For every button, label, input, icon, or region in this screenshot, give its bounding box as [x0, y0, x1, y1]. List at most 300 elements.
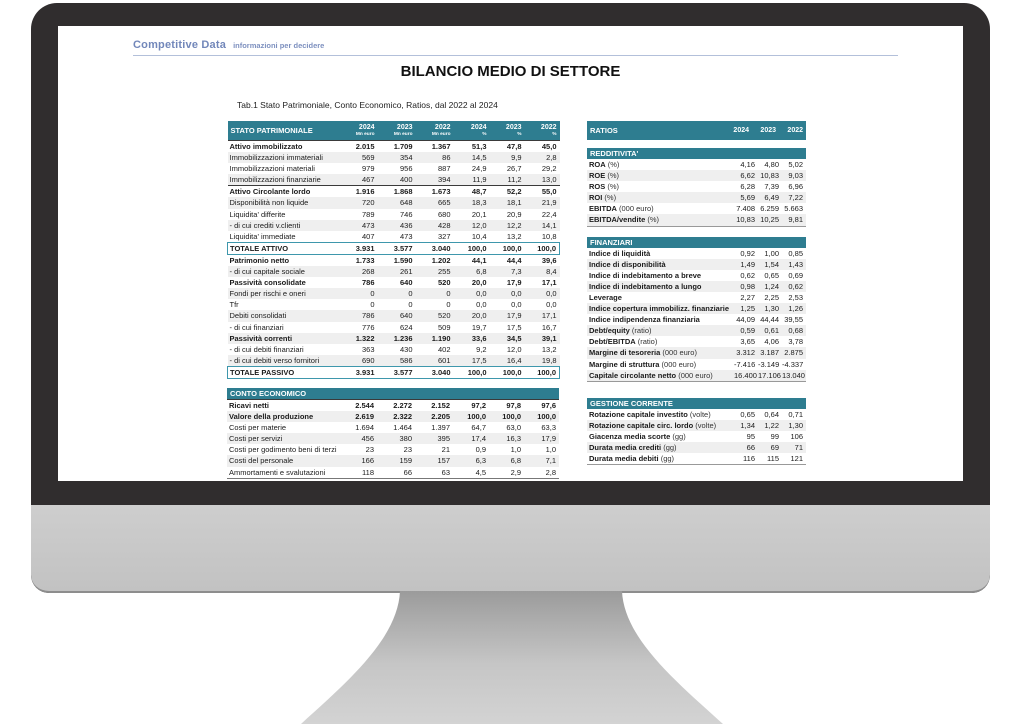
cell-value: 100,0	[454, 242, 490, 254]
cell-value: 44,09	[736, 315, 755, 325]
section-title: REDDITIVITA'	[587, 148, 806, 159]
cell-value: 34,5	[490, 333, 525, 344]
row-label	[587, 409, 734, 420]
cell-value: 1,49	[734, 259, 758, 270]
cell-value: 97,2	[453, 400, 489, 412]
row-label: TOTALE ATTIVO	[228, 242, 340, 254]
cell-value: 16.400	[734, 370, 757, 380]
row-label: Passività consolidate	[229, 278, 306, 288]
row-label: Fondi per rischi e oneri	[228, 288, 340, 299]
ratio-name: ROS	[589, 182, 606, 192]
cell-value: 12,0	[506, 344, 522, 354]
header-row	[228, 121, 560, 141]
row-label	[587, 192, 734, 203]
table-row	[587, 292, 806, 303]
ratio-name: Durata media debiti	[589, 454, 659, 464]
row-label	[587, 325, 734, 336]
row-label: Debiti consolidati	[228, 310, 340, 321]
stato-patrimoniale	[227, 121, 560, 379]
cell-value: 24,9	[471, 164, 487, 174]
cell-value: 0,98	[734, 281, 758, 292]
row-label: Costi del personale	[227, 455, 339, 466]
ratios-header	[587, 121, 806, 140]
row-label	[587, 270, 734, 281]
cell-value: 0,71	[788, 409, 803, 419]
cell-value: 9,9	[490, 152, 525, 163]
table-body	[587, 409, 806, 465]
cell-value: 1.709	[378, 141, 416, 153]
cell-value: 63,0	[506, 423, 521, 433]
unit-label: %	[552, 131, 557, 137]
ratio-unit: (000 euro)	[676, 370, 713, 380]
ratios-table	[587, 409, 806, 465]
cell-value: 64,7	[471, 423, 486, 433]
table-row	[227, 433, 559, 444]
row-label	[587, 281, 734, 292]
ratio-unit: (volte)	[687, 409, 711, 419]
cell-value: 100,0	[454, 366, 490, 378]
row-label: Liquidita' immediate	[229, 231, 296, 241]
cell-value: 7,39	[764, 182, 779, 192]
unit-label: Mn euro	[393, 131, 413, 137]
cell-value: 0,64	[764, 409, 779, 419]
row-label	[587, 370, 734, 382]
table-row	[587, 281, 806, 292]
cell-value: 3.931	[340, 366, 378, 378]
cell-value: 17,9	[490, 310, 525, 321]
ratio-unit: (gg)	[658, 454, 675, 464]
cell-value: 0	[340, 288, 378, 299]
ratio-unit: (%)	[605, 160, 620, 169]
table-row	[227, 455, 559, 466]
cell-value: 95	[746, 431, 755, 441]
table-row	[228, 231, 560, 243]
cell-value: 9,03	[782, 170, 806, 181]
cell-value: 20,0	[454, 310, 490, 321]
row-label: TOTALE PASSIVO	[228, 366, 340, 378]
cell-value: 1,0	[510, 445, 521, 455]
conto-economico	[227, 399, 559, 479]
cell-value: 1.202	[431, 255, 451, 265]
table-row	[228, 254, 560, 266]
row-label	[587, 453, 734, 465]
table-row	[587, 409, 806, 420]
cell-value: 0,0	[511, 300, 522, 310]
ratio-unit: (gg)	[670, 431, 686, 441]
cell-value: 0,9	[475, 445, 486, 455]
ratio-name: Capitale circolante netto	[589, 370, 677, 380]
cell-value: 106	[790, 431, 803, 441]
year-column-header	[416, 121, 454, 141]
cell-value: 13.040	[782, 370, 805, 380]
cell-value: 99	[770, 431, 779, 441]
cell-value: 12,2	[490, 220, 525, 231]
cell-value: 786	[361, 278, 375, 288]
ratio-unit: (%)	[645, 215, 660, 225]
cell-value: 97,6	[524, 400, 559, 412]
cell-value: 23	[365, 445, 374, 455]
cell-value: 2.152	[415, 400, 453, 412]
cell-value: 1.464	[393, 423, 412, 433]
row-label	[587, 181, 734, 192]
cell-value: 394	[416, 174, 454, 186]
table-row	[227, 467, 559, 479]
row-label: Costi per servizi	[227, 433, 339, 444]
row-label: - di cui finanziari	[229, 322, 284, 332]
cell-value: 407	[361, 231, 375, 241]
cell-value: 979	[361, 164, 375, 174]
cell-value: 624	[399, 322, 413, 332]
row-label: Patrimonio netto	[229, 255, 290, 265]
cell-value: 100,0	[490, 366, 525, 378]
table-row	[228, 355, 560, 367]
cell-value: 1.673	[416, 186, 454, 198]
cell-value: 0,62	[740, 270, 755, 280]
screen	[58, 26, 963, 481]
table-body	[227, 400, 559, 479]
table-row	[587, 325, 806, 336]
cell-value: 0,69	[788, 270, 803, 280]
logo	[133, 35, 324, 53]
year-column-header	[490, 121, 525, 141]
row-label: Immobilizzazioni materiali	[229, 164, 315, 174]
ratio-unit: (gg)	[661, 442, 677, 452]
ratio-name: Margine di struttura	[589, 359, 660, 369]
cell-value: 20,1	[471, 209, 487, 219]
table-row	[228, 266, 560, 277]
table-row	[227, 411, 559, 422]
table-row	[587, 270, 806, 281]
cell-value: 63,3	[541, 423, 556, 433]
table-row	[228, 322, 560, 333]
cell-value: 380	[377, 433, 415, 444]
cell-value: 9,81	[782, 214, 806, 226]
cell-value: 12,0	[454, 220, 490, 231]
table-row	[228, 209, 560, 220]
table-caption: Tab.1 Stato Patrimoniale, Conto Economico, Ratios, dal 2022 al 2024	[237, 100, 498, 110]
table-body	[587, 248, 806, 382]
table-row	[228, 242, 560, 254]
cell-value: 100,0	[453, 411, 489, 422]
cell-value: 39,55	[784, 315, 803, 325]
cell-value: 100,0	[525, 366, 560, 378]
table-row	[587, 248, 806, 259]
cell-value: 665	[416, 197, 454, 208]
ratio-unit: (%)	[605, 182, 620, 192]
table-row	[228, 174, 560, 186]
ratio-name: Debt/equity	[589, 326, 630, 336]
table-body	[228, 141, 560, 379]
row-label: Immobilizzazioni immateriali	[228, 152, 340, 163]
cell-value: 17,5	[506, 322, 522, 332]
cell-value: 14,1	[525, 220, 560, 231]
cell-value: 363	[361, 344, 375, 354]
cell-value: 13,2	[541, 344, 557, 354]
unit-label: %	[517, 131, 522, 137]
table-row	[587, 259, 806, 270]
cell-value: 720	[340, 197, 378, 208]
table-row	[587, 170, 806, 181]
cell-value: 640	[399, 278, 413, 288]
unit-label: %	[482, 131, 487, 137]
ratio-name: ROE	[589, 171, 606, 181]
ratio-name: EBITDA/vendite	[589, 215, 646, 225]
cell-value: 1,54	[758, 259, 782, 270]
cell-value: 7.408	[736, 204, 755, 214]
cell-value: 7,1	[524, 455, 559, 466]
cell-value: 395	[415, 433, 453, 444]
ratio-name: Indice copertura immobilizz. finanziarie	[589, 304, 730, 314]
year-label: 2024	[733, 127, 749, 134]
table-row	[587, 453, 806, 465]
monitor-chin	[31, 505, 990, 593]
table-row	[587, 214, 806, 226]
cell-value: 2.272	[377, 400, 415, 412]
cell-value: 0,59	[734, 325, 758, 336]
row-label: - di cui crediti v.clienti	[228, 220, 340, 231]
cell-value: 16,7	[541, 322, 557, 332]
cell-value: 33,6	[454, 333, 490, 344]
cell-value: 436	[378, 220, 416, 231]
year-column-header	[525, 121, 560, 141]
cell-value: 2.544	[339, 400, 377, 412]
cell-value: 100,0	[490, 242, 525, 254]
ratios-section	[587, 237, 806, 382]
cell-value: 18,3	[454, 197, 490, 208]
table-row	[587, 431, 806, 442]
row-label: Passività correnti	[228, 333, 340, 344]
row-label: Ammortamenti e svalutazioni	[229, 467, 326, 477]
cell-value: 47,8	[490, 141, 525, 153]
ratio-name: Debt/EBITDA	[589, 337, 636, 347]
table-row	[228, 299, 560, 310]
cell-value: 402	[437, 344, 451, 354]
row-label	[587, 314, 734, 325]
conto-economico-table	[227, 388, 559, 479]
cell-value: 1.236	[378, 333, 416, 344]
year-label: 2023	[760, 127, 776, 134]
table-body	[587, 159, 806, 226]
cell-value: 3.577	[378, 366, 416, 378]
cell-value: 13,2	[506, 231, 522, 241]
cell-value: 509	[437, 322, 451, 332]
monitor-frame	[31, 3, 990, 593]
cell-value: 3.931	[340, 242, 378, 254]
ratio-unit: (%)	[605, 171, 620, 181]
row-label: Disponibilità non liquide	[228, 197, 340, 208]
cell-value: 17,9	[506, 278, 522, 288]
cell-value: 2,8	[545, 467, 556, 477]
cell-value: 473	[340, 220, 378, 231]
cell-value: 17,1	[525, 310, 560, 321]
row-label	[587, 442, 734, 453]
ratio-name: Indice di indebitamento a breve	[589, 270, 702, 280]
cell-value: 116	[743, 454, 755, 464]
row-label	[587, 248, 734, 259]
cell-value: 1.397	[431, 423, 450, 433]
cell-value: 520	[437, 278, 451, 288]
unit-label: Mn euro	[431, 131, 451, 137]
cell-value: 0,62	[782, 281, 806, 292]
cell-value: 2,25	[764, 292, 779, 302]
cell-value: 3.312	[734, 347, 758, 358]
cell-value: 956	[399, 164, 413, 174]
cell-value: 430	[399, 344, 413, 354]
cell-value: 0,61	[758, 325, 782, 336]
table-row	[228, 141, 560, 153]
cell-value: 428	[416, 220, 454, 231]
cell-value: 2,8	[525, 152, 560, 163]
cell-value: 2.015	[340, 141, 378, 153]
cell-value: 45,0	[525, 141, 560, 153]
row-label: Attivo immobilizzato	[228, 141, 340, 153]
ratio-name: EBITDA	[589, 204, 617, 214]
row-label	[587, 347, 734, 358]
row-label: Costi per materie	[229, 423, 287, 433]
cell-value: 6,28	[740, 182, 755, 192]
table-row	[228, 277, 560, 288]
cell-value: 0,65	[740, 409, 755, 419]
cell-value: 786	[340, 310, 378, 321]
cell-value: 354	[378, 152, 416, 163]
cell-value: 39,6	[541, 255, 557, 265]
cell-value: 19,8	[525, 355, 560, 367]
row-label	[587, 359, 734, 370]
row-label: Liquidita' differite	[229, 209, 286, 219]
logo-brand: Competitive Data	[133, 39, 227, 51]
cell-value: 0,0	[454, 288, 490, 299]
cell-value: 520	[416, 310, 454, 321]
table-row	[587, 442, 806, 453]
row-label	[587, 170, 734, 181]
cell-value: 0,0	[490, 288, 525, 299]
cell-value: 29,2	[541, 164, 557, 174]
cell-value: 115	[767, 454, 779, 464]
cell-value: 66	[734, 442, 758, 453]
cell-value: 1,25	[734, 303, 758, 314]
section-title: GESTIONE CORRENTE	[587, 398, 806, 409]
cell-value: 10,25	[758, 214, 782, 226]
cell-value: 2.205	[415, 411, 453, 422]
cell-value: 5,02	[788, 160, 803, 169]
cell-value: 0	[370, 300, 375, 310]
cell-value: 44,4	[506, 255, 522, 265]
table-row	[227, 422, 559, 433]
section-title: FINANZIARI	[587, 237, 806, 248]
ratio-unit: (000 euro)	[659, 359, 697, 369]
ratio-name: Margine di tesoreria	[589, 348, 661, 358]
table-row	[587, 314, 806, 325]
table-row	[587, 420, 806, 431]
table-row	[587, 347, 806, 358]
cell-value: 16,4	[490, 355, 525, 367]
cell-value: 789	[361, 209, 375, 219]
row-label: - di cui capitale sociale	[228, 266, 340, 277]
table-header	[228, 121, 560, 141]
cell-value: 4,16	[740, 160, 755, 169]
cell-value: 2.619	[339, 411, 377, 422]
year-label: 2022	[540, 123, 557, 131]
cell-value: 3.187	[758, 347, 782, 358]
cell-value: 1.322	[340, 333, 378, 344]
cell-value: -7.416	[734, 359, 756, 369]
cell-value: 1.916	[340, 186, 378, 198]
cell-value: 1,26	[782, 303, 806, 314]
cell-value: 7,3	[490, 266, 525, 277]
section-title: STATO PATRIMONIALE	[228, 121, 340, 141]
cell-value: 17,1	[541, 278, 557, 288]
year-label: 2023	[505, 123, 522, 131]
cell-value: 3.040	[416, 242, 454, 254]
cell-value: 13,0	[525, 174, 560, 186]
logo-tagline: informazioni per decidere	[233, 41, 325, 50]
cell-value: 3,65	[740, 337, 755, 347]
table-row	[587, 203, 806, 214]
ratio-name: Durata media crediti	[589, 442, 662, 452]
cell-value: 680	[437, 209, 451, 219]
cell-value: 1.694	[355, 423, 374, 433]
section-title: CONTO ECONOMICO	[227, 388, 559, 399]
page-title: BILANCIO MEDIO DI SETTORE	[400, 63, 621, 80]
cell-value: 4,80	[764, 160, 779, 169]
cell-value: 9,2	[476, 344, 487, 354]
table-row	[228, 197, 560, 208]
row-label	[587, 214, 734, 226]
ratio-name: Indice indipendenza finanziaria	[589, 315, 700, 325]
cell-value: 166	[339, 455, 377, 466]
cell-value: 586	[378, 355, 416, 367]
cell-value: 690	[340, 355, 378, 367]
cell-value: 39,1	[525, 333, 560, 344]
cell-value: 17,4	[453, 433, 489, 444]
row-label: Immobilizzazioni finanziarie	[228, 174, 340, 186]
ratio-unit: (volte)	[693, 420, 717, 430]
cell-value: 776	[361, 322, 375, 332]
cell-value: 1,00	[764, 248, 779, 258]
cell-value: 0	[416, 288, 454, 299]
cell-value: 66	[403, 467, 412, 477]
cell-value: 10,83	[758, 170, 782, 181]
cell-value: 0,0	[525, 288, 560, 299]
cell-value: 3,78	[788, 337, 803, 347]
cell-value: 1,30	[758, 303, 782, 314]
cell-value: 1,43	[782, 259, 806, 270]
table-row	[228, 163, 560, 174]
year-column-header	[340, 121, 378, 141]
table-row	[228, 152, 560, 163]
table-row	[587, 303, 806, 314]
table-row	[228, 366, 560, 378]
table-row	[227, 400, 559, 412]
row-label	[587, 203, 734, 214]
ratio-name: Indice di indebitamento a lungo	[589, 281, 702, 291]
row-label	[587, 292, 734, 303]
cell-value: 2.875	[782, 347, 806, 358]
cell-value: 473	[399, 231, 413, 241]
cell-value: 255	[416, 266, 454, 277]
cell-value: 261	[378, 266, 416, 277]
cell-value: 157	[415, 455, 453, 466]
cell-value: 20,9	[506, 209, 522, 219]
cell-value: 16,3	[489, 433, 524, 444]
cell-value: 6.259	[760, 204, 779, 214]
cell-value: 20,0	[471, 278, 487, 288]
cell-value: 69	[758, 442, 782, 453]
cell-value: 0,85	[788, 248, 803, 258]
table-row	[228, 288, 560, 299]
cell-value: 18,1	[490, 197, 525, 208]
year-label: 2024	[358, 123, 375, 131]
